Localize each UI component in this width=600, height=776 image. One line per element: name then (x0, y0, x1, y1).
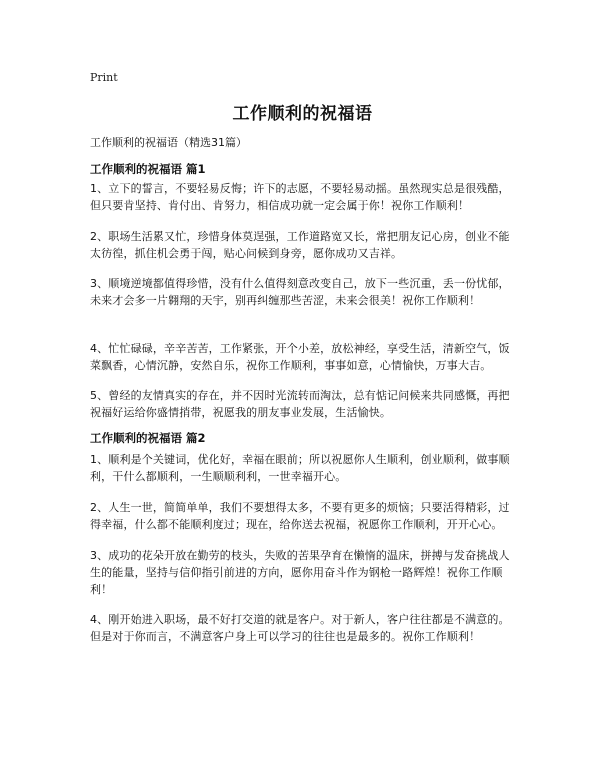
paragraph: 4、刚开始进入职场，最不好打交道的就是客户。对于新人，客户往往都是不满意的。但是对于你而言，不满意客户身上可以学习的往往也是最多的。祝你工作顺利！ (90, 613, 510, 643)
paragraph: 3、顺境逆境都值得珍惜，没有什么值得刻意改变自己，放下一些沉重，丢一份忧郁，未来才会多一片翱翔的天宇，别再纠缠那些苦涩，未来会很美！祝你工作顺利！ (90, 277, 510, 307)
section-heading-2: 工作顺利的祝福语 篇2 (90, 431, 206, 445)
paragraph: 2、人生一世，简简单单，我们不要想得太多，不要有更多的烦恼；只要活得精彩，过得幸福，什么都不能顺利度过；现在，给你送去祝福，祝愿你工作顺利，开开心心。 (90, 501, 510, 531)
print-label: Print (90, 71, 118, 84)
paragraph: 3、成功的花朵开放在勤劳的枝头，失败的苦果孕育在懒惰的温床，拼搏与发奋挑战人生的能量，坚持与信仰指引前进的方向，愿你用奋斗作为钢枪一路辉煌！祝你工作顺利！ (90, 549, 510, 596)
paragraph: 2、职场生活累又忙，珍惜身体莫逞强，工作道路宽又长，常把朋友记心房，创业不能太彷徨，抓住机会勇于闯，贴心问候到身旁，愿你成功又吉祥。 (90, 230, 510, 260)
document-subtitle: 工作顺利的祝福语（精选31篇） (90, 136, 247, 149)
paragraph: 1、立下的誓言，不要轻易反悔；许下的志愿，不要轻易动摇。虽然现实总是很残酷，但只要肯坚持、肯付出、肯努力，相信成功就一定会属于你！祝你工作顺利！ (90, 182, 510, 212)
paragraph: 1、顺利是个关键词，优化好，幸福在眼前；所以祝愿你人生顺利，创业顺利，做事顺利，干什么都顺利，一生顺顺利利，一世幸福开心。 (90, 453, 510, 483)
section-heading-1: 工作顺利的祝福语 篇1 (90, 162, 206, 176)
page-title: 工作顺利的祝福语 (232, 104, 373, 124)
paragraph: 4、忙忙碌碌，辛辛苦苦，工作紧张，开个小差，放松神经，享受生活，清新空气，饭菜飘香，心情沉静，安然自乐，祝你工作顺利，事事如意，心情愉快，万事大吉。 (90, 342, 510, 372)
paragraph: 5、曾经的友情真实的存在，并不因时光流转而淘汰，总有惦记问候来共同感慨，再把祝福好运给你盛情捎带，祝愿我的朋友事业发展，生活愉快。 (90, 389, 510, 419)
